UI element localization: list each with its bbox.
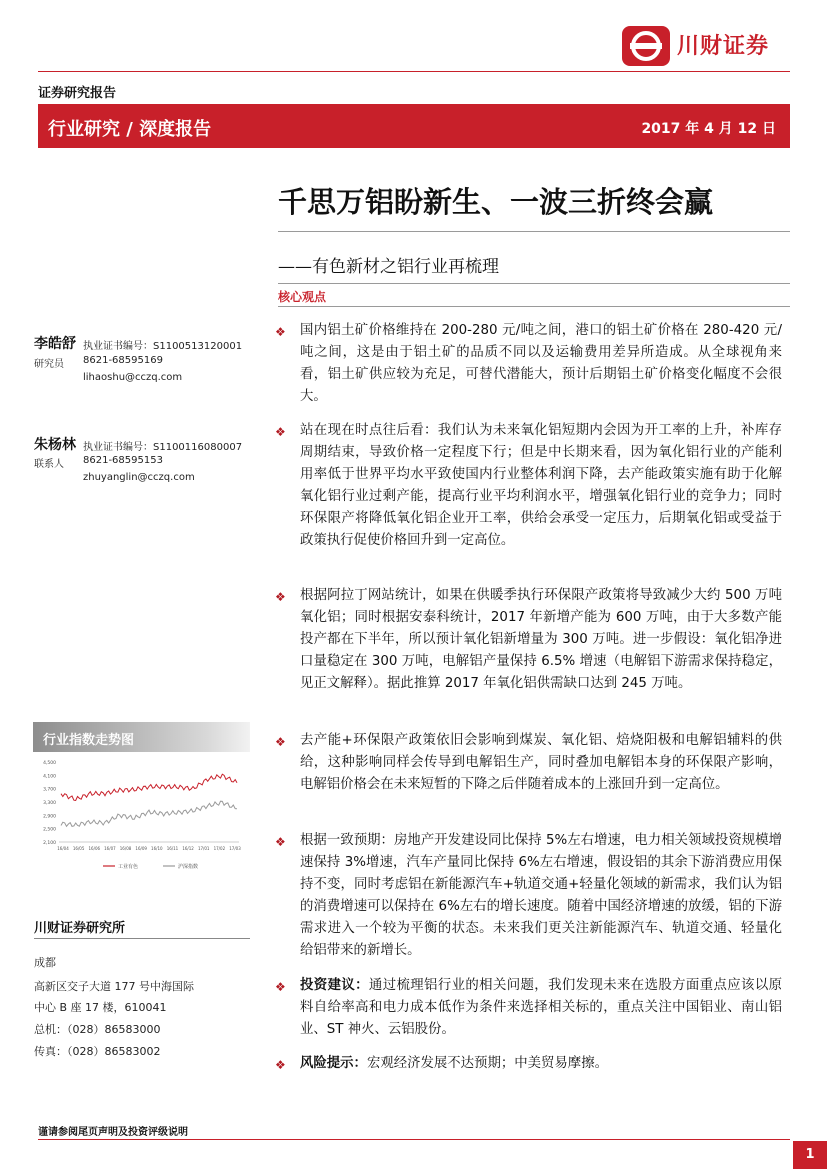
license-number: S1100116080007 bbox=[153, 442, 243, 453]
title-divider bbox=[278, 231, 790, 232]
diamond-bullet-icon: ❖ bbox=[275, 590, 286, 604]
x-tick-label: 16/08 bbox=[119, 846, 132, 851]
report-banner bbox=[38, 104, 790, 148]
y-tick-label: 4,500 bbox=[43, 761, 56, 766]
analyst-name: 李皓舒 bbox=[34, 336, 76, 352]
key-point-text: 根据阿拉丁网站统计，如果在供暖季执行环保限产政策将导致减少大约 500 万吨氧化铝；同时根据安泰科统计，2017 年新增产能为 600 万吨，由于大多数产能投产都在下半年，所以预计氧化铝新增量为 300 万吨。进一步假设：氧化铝净进口量稳定在 300 万吨，电解铝产量保持 6.5% 增速（电解铝下游需求保持稳定，见正文解释）。据此推算 2017 年氧化铝供需缺口达到 245 万吨。 bbox=[300, 588, 782, 691]
institute-city: 成都 bbox=[34, 956, 56, 969]
analyst-name: 朱杨林 bbox=[34, 437, 76, 453]
x-tick-label: 16/07 bbox=[104, 846, 116, 851]
report-date: 2017 年 4 月 12 日 bbox=[641, 121, 776, 137]
index-chart bbox=[33, 722, 250, 882]
banner-title: 行业研究 / 深度报告 bbox=[48, 119, 212, 140]
license-number: S1100513120001 bbox=[153, 341, 243, 352]
chart-header bbox=[33, 722, 250, 752]
x-tick-label: 17/02 bbox=[213, 846, 226, 851]
page-subtitle: ——有色新材之铝行业再梳理 bbox=[278, 257, 499, 277]
diamond-bullet-icon: ❖ bbox=[275, 425, 286, 439]
y-tick-label: 2,100 bbox=[43, 841, 56, 846]
series-line bbox=[61, 774, 237, 800]
x-tick-label: 16/04 bbox=[57, 846, 69, 851]
diamond-bullet-icon: ❖ bbox=[275, 980, 286, 994]
key-point-text bbox=[300, 975, 782, 1041]
institute-address-line2: 中心 B 座 17 楼，610041 bbox=[34, 1001, 167, 1014]
header-divider bbox=[38, 71, 790, 72]
y-tick-label: 2,500 bbox=[43, 827, 56, 833]
license-label: 执业证书编号： bbox=[83, 442, 153, 453]
report-type: 证券研究报告 bbox=[38, 86, 117, 101]
legend-label: 沪深指数 bbox=[178, 864, 199, 870]
chart-plot bbox=[33, 754, 250, 882]
institute-fax: 传真：（028）86583002 bbox=[34, 1045, 161, 1058]
key-point-text: 根据一致预期：房地产开发建设同比保持 5%左右增速，电力相关领域投资规模增速保持 3%增速，汽车产量同比保持 6%左右增速，假设铝的其余下游消费应用保持不变，同时考虑铝在新能源汽车+轨道交通+轻量化领域的新需求，我们认为铝的消费增速可以保持在 6%左右的增长速度。随着中国经济增速的放缓，铝的下游需求进入一个较为平衡的状态。未来我们更关注新能源汽车、轨道交通、轻量化给铝带来的新增长。 bbox=[300, 833, 782, 958]
analyst-phone: 8621-68595153 bbox=[83, 455, 163, 466]
key-point-body: 宏观经济发展不达预期；中美贸易摩擦。 bbox=[366, 1056, 608, 1071]
y-tick-label: 2,900 bbox=[43, 814, 56, 820]
key-point-text: 去产能+环保限产政策依旧会影响到煤炭、氧化铝、焙烧阳极和电解铝辅料的供给，这种影响同样会传导到电解铝生产，同时叠加电解铝本身的环保限产影响，电解铝价格会在未来短暂的下降之后伴随着成本的上涨回升到一定高位。 bbox=[300, 733, 782, 792]
analyst-role: 联系人 bbox=[34, 459, 64, 470]
company-logo bbox=[622, 26, 670, 66]
analyst-license bbox=[83, 438, 242, 453]
analyst-license bbox=[83, 337, 242, 352]
legend-label: 工业有色 bbox=[118, 864, 139, 870]
series-line bbox=[61, 801, 237, 826]
x-tick-label: 16/06 bbox=[88, 846, 101, 851]
key-point-body: 通过梳理铝行业的相关问题，我们发现未来在选股方面重点应该以原料自给率高和电力成本低作为条件来选择相关标的，重点关注中国铝业、南山铝业、ST 神火、云铝股份。 bbox=[300, 978, 783, 1037]
institute-name: 川财证券研究所 bbox=[34, 921, 126, 936]
institute-divider bbox=[34, 938, 250, 939]
key-point-text: 站在现在时点往后看：我们认为未来氧化铝短期内会因为开工率的上升，补库存周期结束，导致价格一定程度下行；但是中长期来看，因为氧化铝行业的产能利用率低于世界平均水平致使国内行业整体利润下降，去产能政策实施有助于化解氧化铝行业过剩产能，提高行业平均利润水平，增强氧化铝行业的竞争力；同时环保限产将降低氧化铝企业开工率，供给会承受一定压力，后期氧化铝或受益于政策执行促使价格回升到一定高位。 bbox=[300, 423, 782, 548]
core-view-label: 核心观点 bbox=[278, 290, 327, 304]
key-point-text bbox=[300, 1053, 782, 1075]
x-tick-label: 16/12 bbox=[182, 846, 194, 851]
footer-divider bbox=[38, 1139, 790, 1140]
institute-address-line1: 高新区交子大道 177 号中海国际 bbox=[34, 980, 194, 993]
y-tick-label: 3,700 bbox=[43, 787, 56, 793]
diamond-bullet-icon: ❖ bbox=[275, 835, 286, 849]
x-tick-label: 16/11 bbox=[166, 846, 179, 851]
analyst-email[interactable]: lihaoshu@cczq.com bbox=[83, 372, 183, 383]
license-label: 执业证书编号： bbox=[83, 341, 153, 352]
core-divider bbox=[278, 306, 790, 307]
diamond-bullet-icon: ❖ bbox=[275, 1058, 286, 1072]
x-tick-label: 17/01 bbox=[197, 846, 210, 851]
page-title: 千思万铝盼新生、一波三折终会赢 bbox=[278, 185, 714, 219]
analyst-email[interactable]: zhuyanglin@cczq.com bbox=[83, 472, 195, 483]
y-tick-label: 3,300 bbox=[43, 801, 56, 806]
brand-name: 川财证券 bbox=[677, 34, 770, 59]
diamond-bullet-icon: ❖ bbox=[275, 325, 286, 339]
subtitle-divider bbox=[278, 283, 790, 284]
y-tick-label: 4,100 bbox=[43, 774, 56, 780]
page-number: 1 bbox=[793, 1141, 827, 1169]
key-point-label: 投资建议： bbox=[300, 978, 369, 993]
analyst-role: 研究员 bbox=[34, 359, 64, 370]
disclaimer-note: 谨请参阅尾页声明及投资评级说明 bbox=[38, 1127, 188, 1138]
key-point-text: 国内铝土矿价格维持在 200-280 元/吨之间，港口的铝土矿价格在 280-420 元/吨之间，这是由于铝土矿的品质不同以及运输费用差异所造成。从全球视角来看，铝土矿供应较为充足，可替代潜能大，预计后期铝土矿价格变化幅度不会很大。 bbox=[300, 323, 782, 404]
institute-phone: 总机：（028）86583000 bbox=[34, 1023, 161, 1036]
x-tick-label: 16/05 bbox=[72, 846, 85, 851]
analyst-phone: 8621-68595169 bbox=[83, 355, 163, 366]
diamond-bullet-icon: ❖ bbox=[275, 735, 286, 749]
x-tick-label: 17/03 bbox=[229, 846, 241, 851]
chart-title: 行业指数走势图 bbox=[43, 733, 135, 748]
x-tick-label: 16/10 bbox=[151, 846, 163, 851]
x-tick-label: 16/09 bbox=[135, 846, 147, 851]
key-point-label: 风险提示： bbox=[300, 1056, 367, 1071]
